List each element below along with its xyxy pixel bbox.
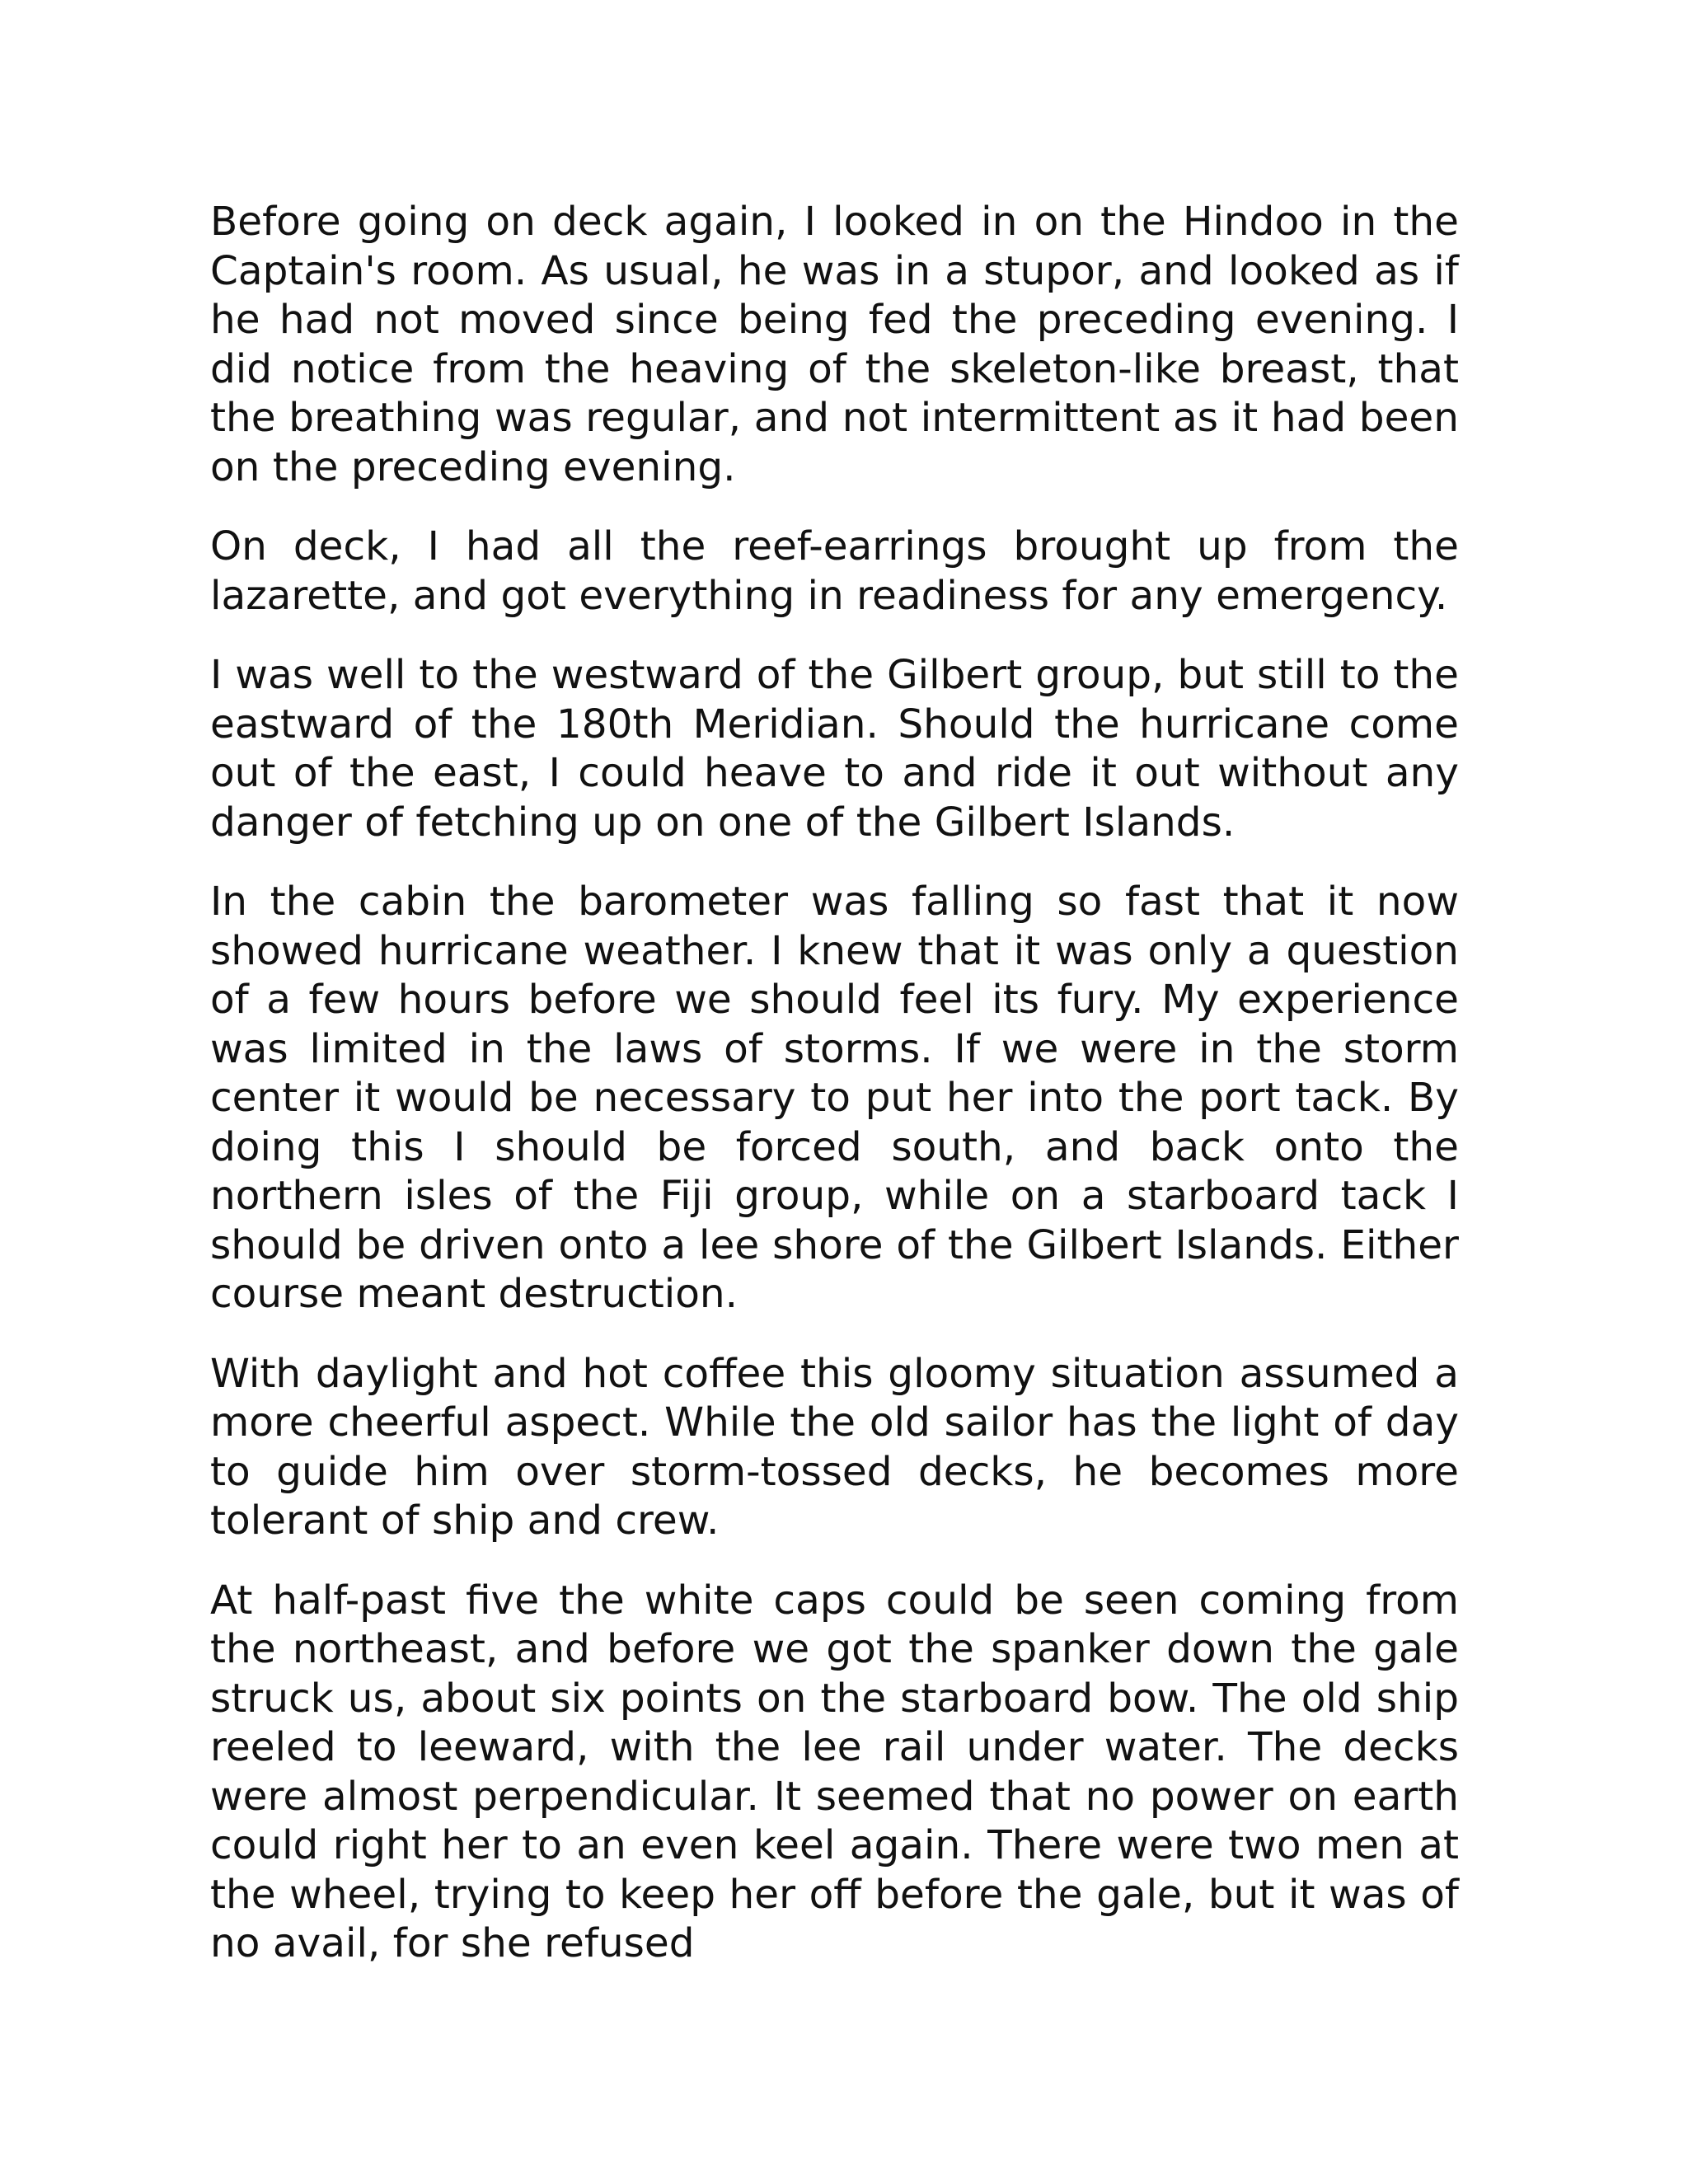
document-page <box>210 198 1459 1999</box>
paragraph: Before going on deck again, I looked in on the Hindoo in the Captain's room. As usual, he was in a stupor, and looked as if he had not moved since being fed the preceding evening. I did notice from the heaving of the skeleton-like breast, that the breathing was regular, and not intermittent as it had been on the preceding evening. <box>210 199 1459 490</box>
paragraph: With daylight and hot coffee this gloomy situation assumed a more cheerful aspect. While the old sailor has the light of day to guide him over storm-tossed decks, he becomes more tolerant of ship and crew. <box>210 1350 1459 1544</box>
paragraph: In the cabin the barometer was falling so fast that it now showed hurricane weather. I knew that it was only a question of a few hours before we should feel its fury. My experience was limited in the laws of storms. If we were in the storm center it would be necessary to put her into the port tack. By doing this I should be forced south, and back onto the northern isles of the Fiji group, while on a starboard tack I should be driven onto a lee shore of the Gilbert Islands. Either course meant destruction. <box>210 879 1459 1317</box>
paragraph: I was well to the westward of the Gilbert group, but still to the eastward of the 180th Meridian. Should the hurricane come out of the east, I could heave to and ride it out without any danger of fetching up on one of the Gilbert Islands. <box>210 652 1459 846</box>
paragraph: On deck, I had all the reef-earrings brought up from the lazarette, and got everything in readiness for any emergency. <box>210 523 1459 619</box>
paragraph: At half-past five the white caps could be seen coming from the northeast, and before we got the spanker down the gale struck us, about six points on the starboard bow. The old ship reeled to leeward, with the lee rail under water. The decks were almost perpendicular. It seemed that no power on earth could right her to an even keel again. There were two men at the wheel, trying to keep her off before the gale, but it was of no avail, for she refused <box>210 1577 1459 1966</box>
